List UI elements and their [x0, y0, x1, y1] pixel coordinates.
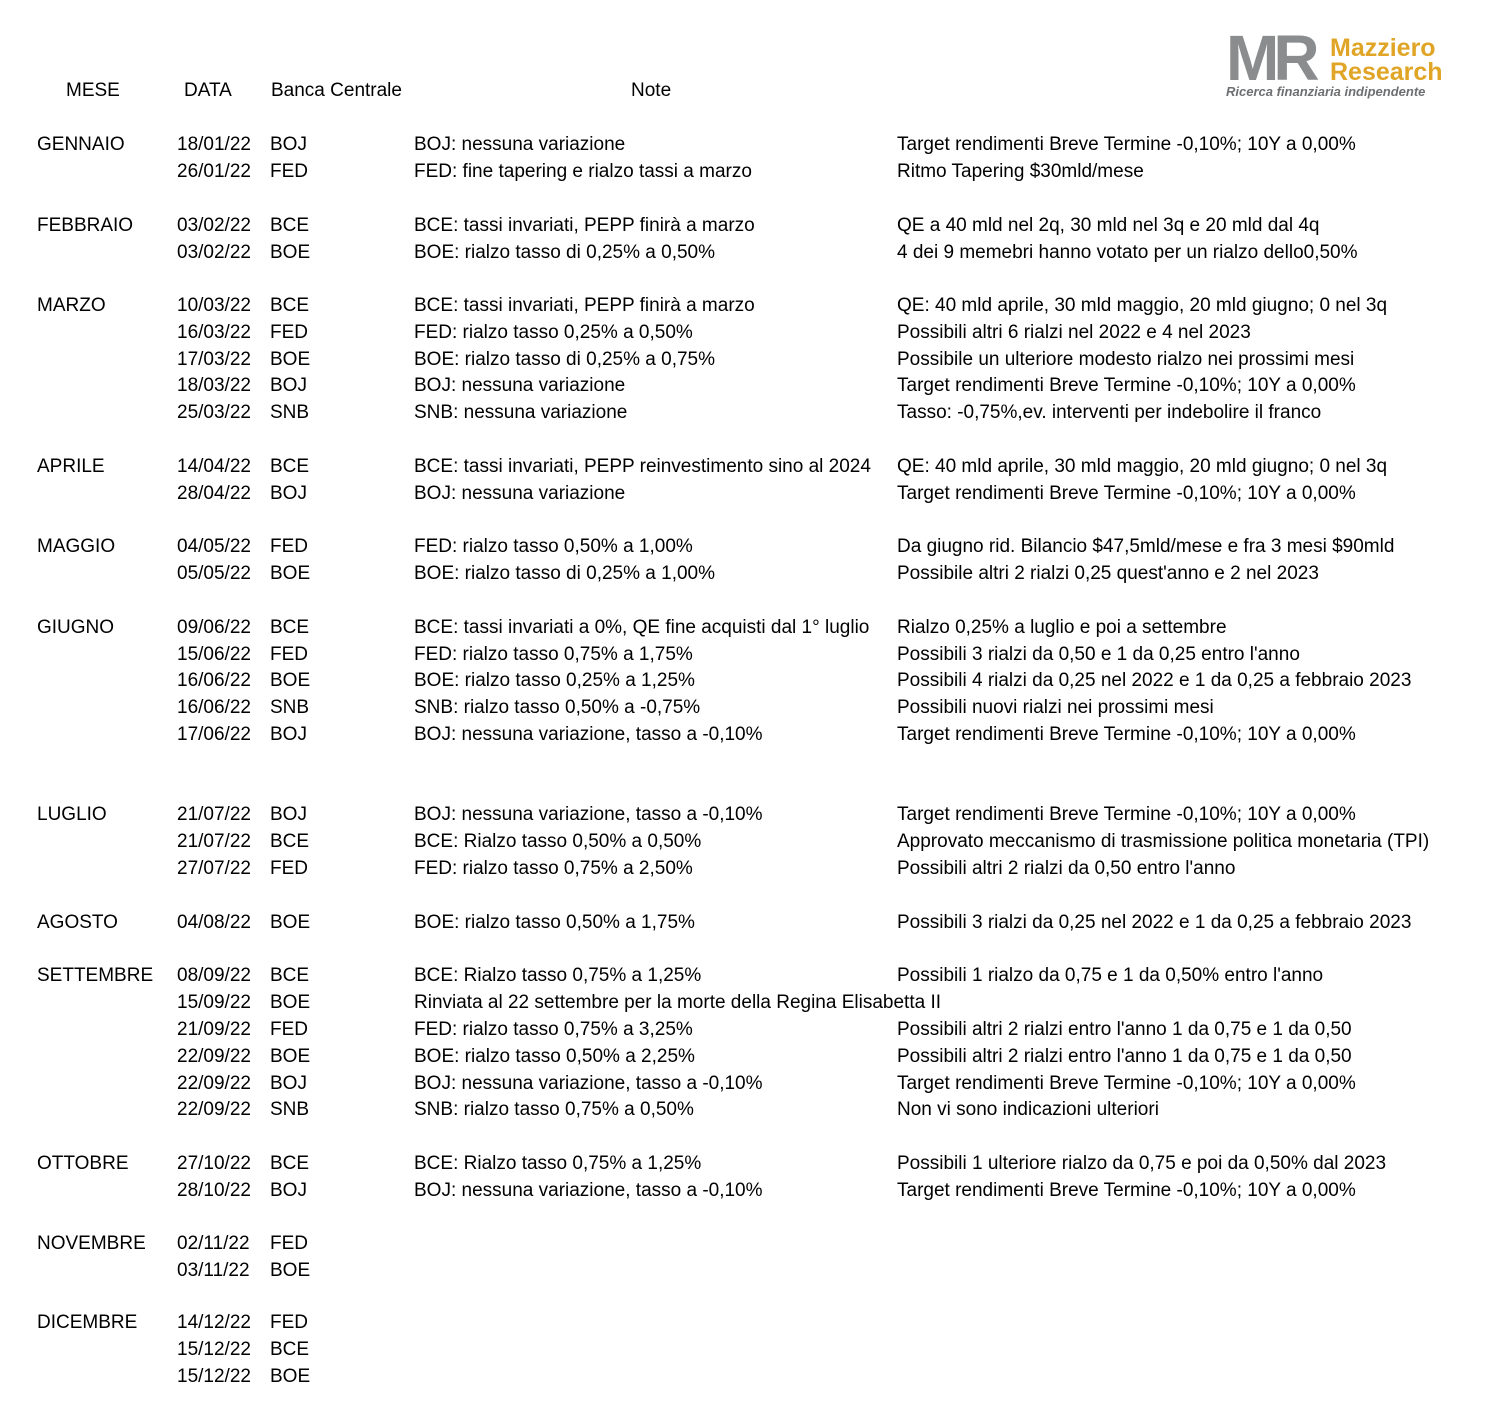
- bank-cell: BOJ: [270, 1073, 307, 1094]
- detail-cell: Approvato meccanismo di trasmissione politica monetaria (TPI): [897, 831, 1430, 852]
- bank-cell: BOE: [270, 563, 311, 584]
- bank-cell: BCE: [270, 1153, 310, 1174]
- bank-cell: BOE: [270, 242, 311, 263]
- bank-cell: BOE: [270, 912, 311, 933]
- detail-cell: Target rendimenti Breve Termine -0,10%; 10Y a 0,00%: [897, 1073, 1356, 1094]
- bank-cell: BCE: [270, 965, 310, 986]
- bank-cell: BCE: [270, 295, 310, 316]
- bank-cell: BOJ: [270, 1180, 307, 1201]
- table-row: [0, 614, 1486, 641]
- detail-cell: Possibili 4 rialzi da 0,25 nel 2022 e 1 da 0,25 a febbraio 2023: [897, 670, 1412, 691]
- table-row: [0, 346, 1486, 373]
- month-cell: OTTOBRE: [37, 1153, 129, 1174]
- header-note: Note: [631, 80, 672, 101]
- note-cell: BCE: Rialzo tasso 0,50% a 0,50%: [414, 831, 702, 852]
- month-cell: AGOSTO: [37, 912, 118, 933]
- table-row: [0, 962, 1486, 989]
- date-cell: 28/04/22: [177, 483, 251, 504]
- table-row: [0, 1150, 1486, 1177]
- bank-cell: BOJ: [270, 483, 307, 504]
- date-cell: 17/06/22: [177, 724, 251, 745]
- month-cell: GENNAIO: [37, 134, 125, 155]
- bank-cell: BOJ: [270, 804, 307, 825]
- header-mese: MESE: [66, 80, 120, 101]
- bank-cell: SNB: [270, 402, 310, 423]
- detail-cell: Possibile un ulteriore modesto rialzo nei prossimi mesi: [897, 349, 1355, 370]
- detail-cell: Da giugno rid. Bilancio $47,5mld/mese e fra 3 mesi $90mld: [897, 536, 1395, 557]
- table-row: [0, 158, 1486, 185]
- detail-cell: 4 dei 9 memebri hanno votato per un rialzo dello0,50%: [897, 242, 1358, 263]
- note-cell: BCE: tassi invariati, PEPP reinvestimento sino al 2024: [414, 456, 871, 477]
- note-cell: FED: rialzo tasso 0,75% a 1,75%: [414, 644, 693, 665]
- bank-cell: FED: [270, 1019, 308, 1040]
- note-cell: BCE: tassi invariati, PEPP finirà a marzo: [414, 295, 755, 316]
- table-row: [0, 212, 1486, 239]
- date-cell: 18/01/22: [177, 134, 251, 155]
- note-cell: BCE: Rialzo tasso 0,75% a 1,25%: [414, 965, 702, 986]
- table-row: [0, 1177, 1486, 1204]
- date-cell: 15/06/22: [177, 644, 251, 665]
- month-cell: SETTEMBRE: [37, 965, 154, 986]
- bank-cell: FED: [270, 644, 308, 665]
- note-cell: BOE: rialzo tasso 0,50% a 1,75%: [414, 912, 695, 933]
- table-row: [0, 1096, 1486, 1123]
- note-cell: BOJ: nessuna variazione: [414, 375, 626, 396]
- note-cell: BOJ: nessuna variazione, tasso a -0,10%: [414, 804, 763, 825]
- table-row: [0, 1257, 1486, 1284]
- bank-cell: FED: [270, 1312, 308, 1333]
- header-data: DATA: [184, 80, 232, 101]
- date-cell: 28/10/22: [177, 1180, 251, 1201]
- note-cell: BOJ: nessuna variazione, tasso a -0,10%: [414, 1180, 763, 1201]
- detail-cell: Tasso: -0,75%,ev. interventi per indebolire il franco: [897, 402, 1322, 423]
- date-cell: 04/05/22: [177, 536, 251, 557]
- bank-cell: BOE: [270, 670, 311, 691]
- date-cell: 10/03/22: [177, 295, 251, 316]
- mazziero-research-logo: [1226, 26, 1462, 102]
- detail-cell: Possibili 3 rialzi da 0,50 e 1 da 0,25 entro l'anno: [897, 644, 1300, 665]
- detail-cell: Ritmo Tapering $30mld/mese: [897, 161, 1144, 182]
- table-row: [0, 480, 1486, 507]
- table-row: [0, 453, 1486, 480]
- table-row: [0, 828, 1486, 855]
- table-row: [0, 399, 1486, 426]
- table-row: [0, 1363, 1486, 1390]
- bank-cell: FED: [270, 536, 308, 557]
- month-cell: APRILE: [37, 456, 105, 477]
- date-cell: 02/11/22: [177, 1233, 250, 1254]
- note-cell: FED: rialzo tasso 0,75% a 2,50%: [414, 858, 693, 879]
- note-cell: BOE: rialzo tasso di 0,25% a 0,50%: [414, 242, 715, 263]
- note-cell: BOJ: nessuna variazione, tasso a -0,10%: [414, 724, 763, 745]
- table-row: [0, 1070, 1486, 1097]
- detail-cell: Target rendimenti Breve Termine -0,10%; 10Y a 0,00%: [897, 804, 1356, 825]
- bank-cell: FED: [270, 858, 308, 879]
- date-cell: 05/05/22: [177, 563, 251, 584]
- logo-line2: Research: [1330, 58, 1443, 86]
- table-row: [0, 533, 1486, 560]
- note-cell: BOE: rialzo tasso di 0,25% a 0,75%: [414, 349, 715, 370]
- note-cell: BOE: rialzo tasso di 0,25% a 1,00%: [414, 563, 715, 584]
- date-cell: 25/03/22: [177, 402, 251, 423]
- note-cell: SNB: nessuna variazione: [414, 402, 628, 423]
- bank-cell: BOE: [270, 992, 311, 1013]
- note-cell: FED: fine tapering e rialzo tassi a marzo: [414, 161, 752, 182]
- date-cell: 27/07/22: [177, 858, 251, 879]
- detail-cell: Target rendimenti Breve Termine -0,10%; 10Y a 0,00%: [897, 724, 1356, 745]
- table-row: [0, 1309, 1486, 1336]
- note-cell: Rinviata al 22 settembre per la morte della Regina Elisabetta II: [414, 992, 941, 1013]
- date-cell: 21/07/22: [177, 804, 251, 825]
- table-row: [0, 1043, 1486, 1070]
- date-cell: 27/10/22: [177, 1153, 251, 1174]
- table-row: [0, 319, 1486, 346]
- month-cell: GIUGNO: [37, 617, 115, 638]
- table-row: [0, 239, 1486, 266]
- bank-cell: BCE: [270, 456, 310, 477]
- table-row: [0, 560, 1486, 587]
- bank-cell: BCE: [270, 1339, 310, 1360]
- note-cell: SNB: rialzo tasso 0,75% a 0,50%: [414, 1099, 694, 1120]
- bank-cell: BCE: [270, 617, 310, 638]
- table-row: [0, 292, 1486, 319]
- date-cell: 26/01/22: [177, 161, 251, 182]
- date-cell: 17/03/22: [177, 349, 251, 370]
- bank-cell: FED: [270, 322, 308, 343]
- table-row: [0, 1336, 1486, 1363]
- date-cell: 16/03/22: [177, 322, 251, 343]
- detail-cell: Non vi sono indicazioni ulteriori: [897, 1099, 1159, 1120]
- table-row: [0, 131, 1486, 158]
- table-row: [0, 721, 1486, 748]
- logo-tagline: Ricerca finanziaria indipendente: [1226, 84, 1426, 99]
- date-cell: 22/09/22: [177, 1073, 251, 1094]
- month-cell: MAGGIO: [37, 536, 116, 557]
- date-cell: 18/03/22: [177, 375, 251, 396]
- detail-cell: Possibili altri 2 rialzi da 0,50 entro l'anno: [897, 858, 1236, 879]
- month-cell: DICEMBRE: [37, 1312, 138, 1333]
- date-cell: 16/06/22: [177, 697, 251, 718]
- note-cell: BCE: Rialzo tasso 0,75% a 1,25%: [414, 1153, 702, 1174]
- table-row: [0, 1016, 1486, 1043]
- detail-cell: Rialzo 0,25% a luglio e poi a settembre: [897, 617, 1227, 638]
- date-cell: 03/02/22: [177, 242, 251, 263]
- note-cell: BCE: tassi invariati, PEPP finirà a marzo: [414, 215, 755, 236]
- bank-cell: BOJ: [270, 134, 307, 155]
- date-cell: 21/07/22: [177, 831, 251, 852]
- date-cell: 22/09/22: [177, 1099, 251, 1120]
- note-cell: FED: rialzo tasso 0,25% a 0,50%: [414, 322, 693, 343]
- note-cell: BOJ: nessuna variazione, tasso a -0,10%: [414, 1073, 763, 1094]
- note-cell: BOE: rialzo tasso 0,50% a 2,25%: [414, 1046, 695, 1067]
- table-row: [0, 372, 1486, 399]
- note-cell: BOE: rialzo tasso 0,25% a 1,25%: [414, 670, 695, 691]
- logo-mark: MR: [1226, 26, 1314, 94]
- table-row: [0, 641, 1486, 668]
- bank-cell: FED: [270, 1233, 308, 1254]
- detail-cell: Possibili altri 6 rialzi nel 2022 e 4 nel 2023: [897, 322, 1251, 343]
- bank-cell: BCE: [270, 831, 310, 852]
- detail-cell: Target rendimenti Breve Termine -0,10%; 10Y a 0,00%: [897, 375, 1356, 396]
- note-cell: FED: rialzo tasso 0,75% a 3,25%: [414, 1019, 693, 1040]
- note-cell: BOJ: nessuna variazione: [414, 483, 626, 504]
- date-cell: 14/04/22: [177, 456, 251, 477]
- detail-cell: Possibili altri 2 rialzi entro l'anno 1 da 0,75 e 1 da 0,50: [897, 1046, 1352, 1067]
- table-row: [0, 801, 1486, 828]
- detail-cell: Possibile altri 2 rialzi 0,25 quest'anno e 2 nel 2023: [897, 563, 1319, 584]
- date-cell: 21/09/22: [177, 1019, 251, 1040]
- date-cell: 03/02/22: [177, 215, 251, 236]
- bank-cell: FED: [270, 161, 308, 182]
- date-cell: 04/08/22: [177, 912, 251, 933]
- date-cell: 16/06/22: [177, 670, 251, 691]
- detail-cell: Possibili 1 rialzo da 0,75 e 1 da 0,50% entro l'anno: [897, 965, 1324, 986]
- table-row: [0, 694, 1486, 721]
- detail-cell: Target rendimenti Breve Termine -0,10%; 10Y a 0,00%: [897, 1180, 1356, 1201]
- header-banca-centrale: Banca Centrale: [271, 80, 402, 101]
- month-cell: FEBBRAIO: [37, 215, 134, 236]
- date-cell: 15/12/22: [177, 1366, 251, 1387]
- bank-cell: BOJ: [270, 375, 307, 396]
- note-cell: SNB: rialzo tasso 0,50% a -0,75%: [414, 697, 701, 718]
- date-cell: 03/11/22: [177, 1260, 250, 1281]
- date-cell: 08/09/22: [177, 965, 251, 986]
- month-cell: LUGLIO: [37, 804, 107, 825]
- bank-cell: SNB: [270, 1099, 310, 1120]
- table-row: [0, 1230, 1486, 1257]
- date-cell: 15/12/22: [177, 1339, 251, 1360]
- bank-cell: BOE: [270, 1260, 311, 1281]
- note-cell: BCE: tassi invariati a 0%, QE fine acquisti dal 1° luglio: [414, 617, 870, 638]
- date-cell: 14/12/22: [177, 1312, 251, 1333]
- detail-cell: Possibili altri 2 rialzi entro l'anno 1 da 0,75 e 1 da 0,50: [897, 1019, 1352, 1040]
- table-row: [0, 667, 1486, 694]
- bank-cell: BCE: [270, 215, 310, 236]
- month-cell: MARZO: [37, 295, 106, 316]
- table-row: [0, 989, 1486, 1016]
- month-cell: NOVEMBRE: [37, 1233, 146, 1254]
- detail-cell: Possibili nuovi rialzi nei prossimi mesi: [897, 697, 1214, 718]
- bank-cell: SNB: [270, 697, 310, 718]
- bank-cell: BOE: [270, 1366, 311, 1387]
- detail-cell: QE a 40 mld nel 2q, 30 mld nel 3q e 20 mld dal 4q: [897, 215, 1320, 236]
- bank-cell: BOJ: [270, 724, 307, 745]
- bank-cell: BOE: [270, 1046, 311, 1067]
- date-cell: 15/09/22: [177, 992, 251, 1013]
- detail-cell: Possibili 1 ulteriore rialzo da 0,75 e poi da 0,50% dal 2023: [897, 1153, 1387, 1174]
- date-cell: 09/06/22: [177, 617, 251, 638]
- detail-cell: QE: 40 mld aprile, 30 mld maggio, 20 mld giugno; 0 nel 3q: [897, 295, 1388, 316]
- table-row: [0, 909, 1486, 936]
- detail-cell: QE: 40 mld aprile, 30 mld maggio, 20 mld giugno; 0 nel 3q: [897, 456, 1388, 477]
- detail-cell: Target rendimenti Breve Termine -0,10%; 10Y a 0,00%: [897, 134, 1356, 155]
- detail-cell: Target rendimenti Breve Termine -0,10%; 10Y a 0,00%: [897, 483, 1356, 504]
- detail-cell: Possibili 3 rialzi da 0,25 nel 2022 e 1 da 0,25 a febbraio 2023: [897, 912, 1412, 933]
- logo-line1: Mazziero: [1330, 34, 1436, 62]
- bank-cell: BOE: [270, 349, 311, 370]
- note-cell: BOJ: nessuna variazione: [414, 134, 626, 155]
- date-cell: 22/09/22: [177, 1046, 251, 1067]
- table-row: [0, 855, 1486, 882]
- note-cell: FED: rialzo tasso 0,50% a 1,00%: [414, 536, 693, 557]
